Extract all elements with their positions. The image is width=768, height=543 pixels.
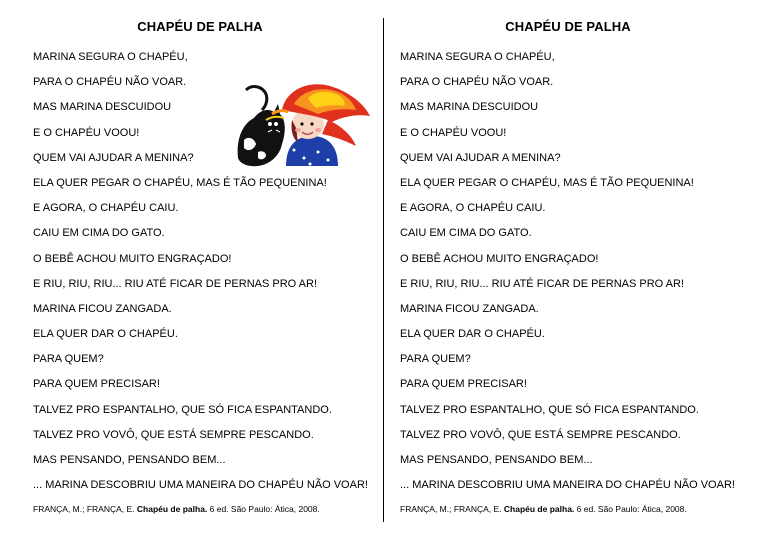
poem-line: O BEBÊ ACHOU MUITO ENGRAÇADO! (33, 252, 232, 265)
poem-lines (400, 49, 735, 502)
citation-edition: 6 ed. São Paulo: Ática, 2008. (207, 504, 320, 514)
poem-line: MARINA FICOU ZANGADA. (33, 302, 172, 315)
poem-line: ELA QUER DAR O CHAPÉU. (400, 328, 545, 341)
poem-line: PARA O CHAPÉU NÃO VOAR. (400, 76, 554, 89)
poem-line: TALVEZ PRO VOVÔ, QUE ESTÁ SEMPRE PESCANDO. (400, 428, 681, 441)
poem-line: PARA QUEM PRECISAR! (400, 378, 527, 391)
poem-line: ELA QUER PEGAR O CHAPÉU, MAS É TÃO PEQUENINA! (400, 176, 694, 189)
poem-line: PARA QUEM? (33, 353, 104, 366)
poem-line: MAS MARINA DESCUIDOU (400, 101, 539, 114)
poem-line: ELA QUER PEGAR O CHAPÉU, MAS É TÃO PEQUENINA! (33, 176, 327, 189)
poem-line: QUEM VAI AJUDAR A MENINA? (33, 151, 194, 164)
poem-line: TALVEZ PRO ESPANTALHO, QUE SÓ FICA ESPANTANDO. (33, 403, 332, 416)
poem-line: PARA QUEM PRECISAR! (33, 378, 160, 391)
poem-line: PARA QUEM? (400, 353, 471, 366)
poem-line: E O CHAPÉU VOOU! (33, 126, 140, 139)
cat-icon (238, 87, 285, 167)
citation-book-title: Chapéu de palha. (136, 504, 208, 514)
citation-book-title: Chapéu de palha. (503, 504, 575, 514)
poem-line: E RIU, RIU, RIU... RIU ATÉ FICAR DE PERNAS PRO AR! (400, 277, 685, 290)
citation-authors: FRANÇA, M.; FRANÇA, E. (400, 504, 504, 514)
citation (400, 504, 687, 514)
poem-line: MAS PENSANDO, PENSANDO BEM... (400, 454, 593, 466)
citation-edition: 6 ed. São Paulo: Ática, 2008. (574, 504, 687, 514)
poem-line: E RIU, RIU, RIU... RIU ATÉ FICAR DE PERNAS PRO AR! (33, 277, 318, 290)
poem-line: QUEM VAI AJUDAR A MENINA? (400, 151, 561, 164)
poem-line: PARA O CHAPÉU NÃO VOAR. (33, 76, 187, 89)
cat-and-girl-with-straw-hat-illustration (232, 80, 372, 170)
poem-line: MARINA SEGURA O CHAPÉU, (33, 51, 188, 63)
poem-column-right (384, 0, 754, 543)
poem-line: MARINA SEGURA O CHAPÉU, (400, 51, 555, 63)
poem-line: TALVEZ PRO ESPANTALHO, QUE SÓ FICA ESPANTANDO. (400, 403, 699, 416)
poem-line: MAS PENSANDO, PENSANDO BEM... (33, 454, 226, 466)
poem-line: ... MARINA DESCOBRIU UMA MANEIRA DO CHAPÉU NÃO VOAR! (33, 479, 368, 492)
poem-line: TALVEZ PRO VOVÔ, QUE ESTÁ SEMPRE PESCANDO. (33, 428, 314, 441)
poem-line: CAIU EM CIMA DO GATO. (400, 227, 532, 240)
poem-line: O BEBÊ ACHOU MUITO ENGRAÇADO! (400, 252, 599, 265)
poem-line: CAIU EM CIMA DO GATO. (33, 227, 165, 240)
poem-title: CHAPÉU DE PALHA (505, 19, 631, 34)
poem-line: ELA QUER DAR O CHAPÉU. (33, 328, 178, 341)
poem-line: E AGORA, O CHAPÉU CAIU. (33, 202, 179, 215)
poem-line: MAS MARINA DESCUIDOU (33, 101, 172, 114)
poem-column-left (0, 0, 370, 543)
poem-line: E O CHAPÉU VOOU! (400, 126, 507, 139)
poem-line: MARINA FICOU ZANGADA. (400, 302, 539, 315)
poem-title: CHAPÉU DE PALHA (137, 19, 263, 34)
citation (33, 504, 320, 514)
citation-authors: FRANÇA, M.; FRANÇA, E. (33, 504, 137, 514)
poem-line: E AGORA, O CHAPÉU CAIU. (400, 202, 546, 215)
poem-line: ... MARINA DESCOBRIU UMA MANEIRA DO CHAPÉU NÃO VOAR! (400, 479, 735, 492)
